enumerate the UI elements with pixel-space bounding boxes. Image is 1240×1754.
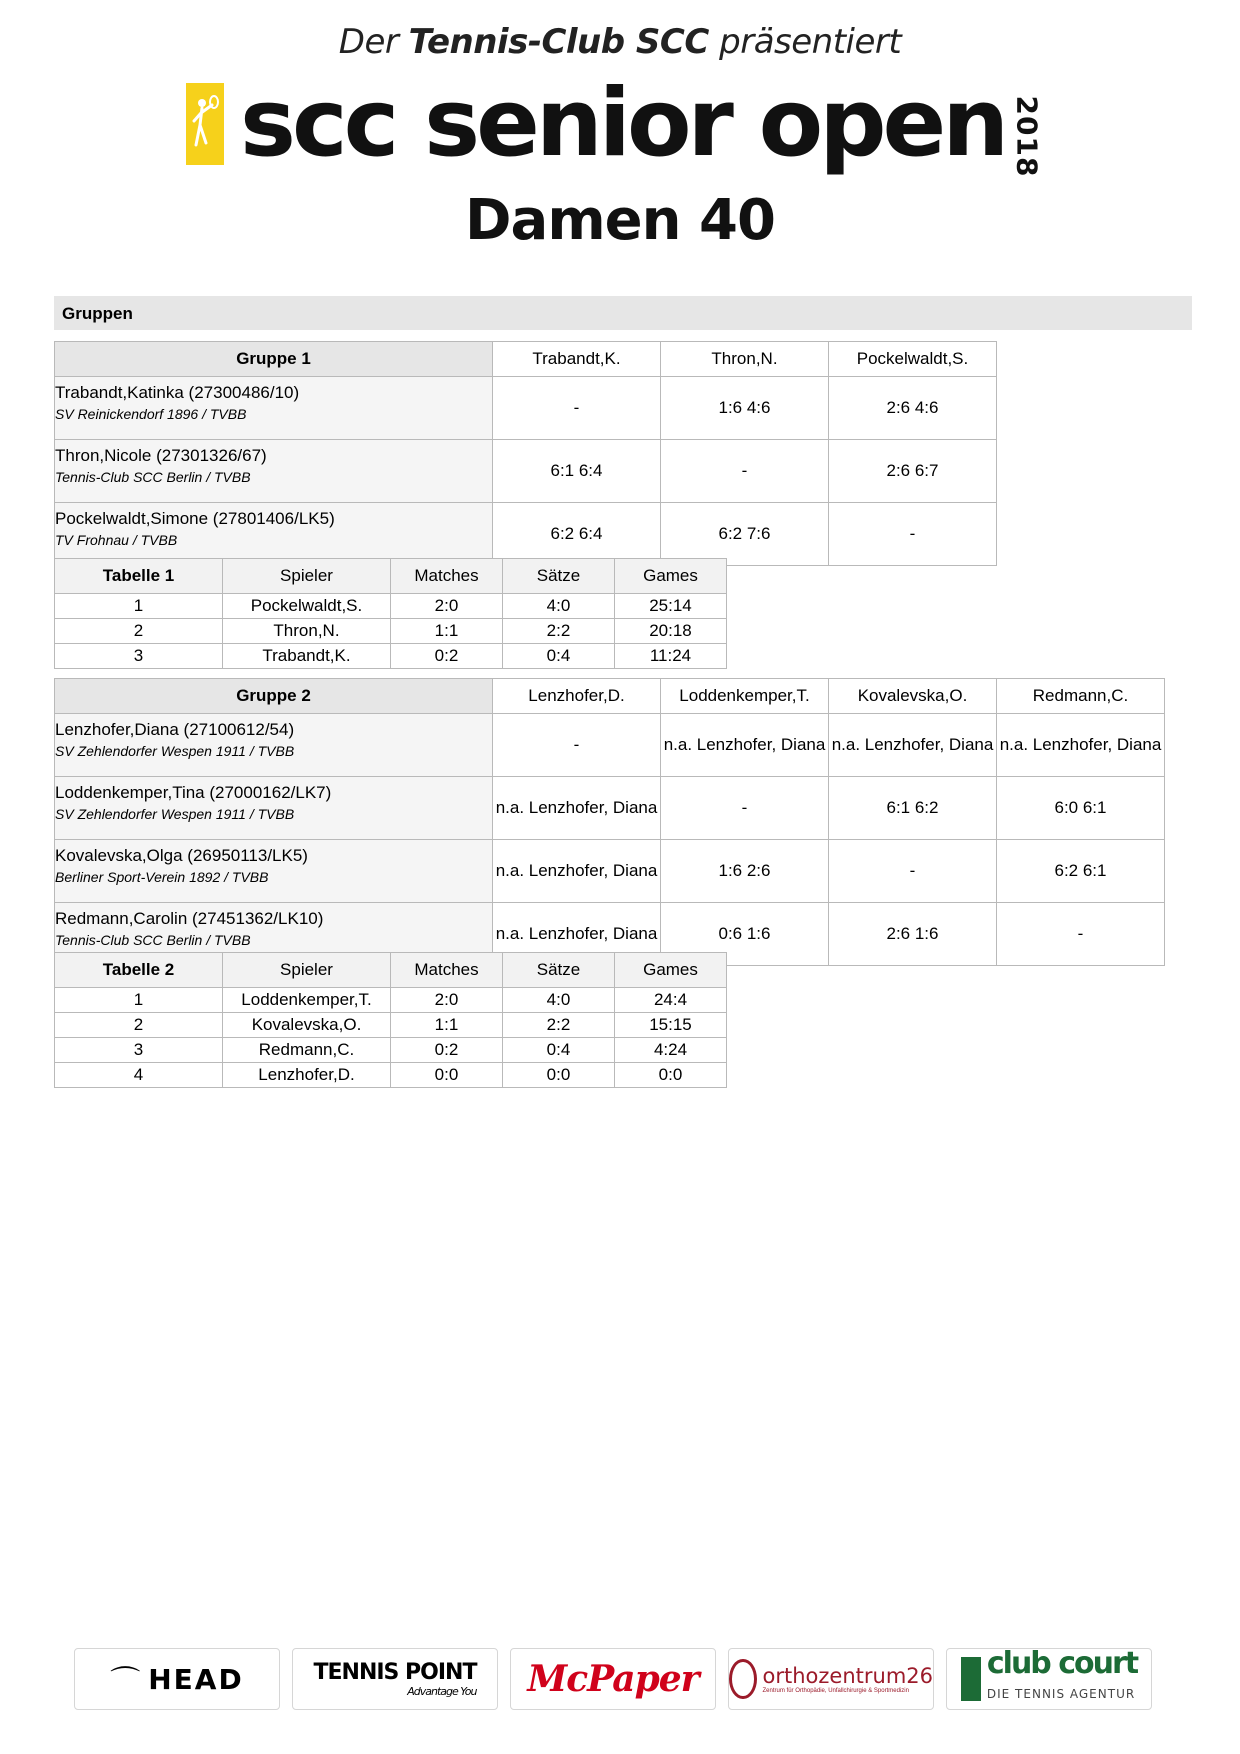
result-cell: 6:2 7:6 [661, 503, 829, 566]
player-cell [55, 840, 493, 903]
result-cell: 6:2 6:4 [493, 503, 661, 566]
result-cell: n.a. Lenzhofer, Diana [493, 777, 661, 840]
result-cell: 2:6 4:6 [829, 377, 997, 440]
table-row [55, 503, 997, 566]
group1-header-row [55, 342, 997, 377]
games-cell: 24:4 [615, 988, 727, 1013]
player-cell [55, 777, 493, 840]
result-cell: 1:6 4:6 [661, 377, 829, 440]
player-cell: Trabandt,K. [223, 644, 391, 669]
games-cell: 15:15 [615, 1013, 727, 1038]
sponsor-head-logo: ⌒ HEAD [74, 1648, 280, 1710]
sets-cell: 0:0 [503, 1063, 615, 1088]
group1-col-header: Trabandt,K. [493, 342, 661, 377]
player-name: Kovalevska,Olga (26950113/LK5) [55, 846, 308, 865]
player-cell: Kovalevska,O. [223, 1013, 391, 1038]
ortho-figure-icon [729, 1659, 757, 1699]
result-cell: - [493, 714, 661, 777]
player-club: SV Zehlendorfer Wespen 1911 / TVBB [55, 806, 295, 822]
result-cell: n.a. Lenzhofer, Diana [493, 840, 661, 903]
result-cell: n.a. Lenzhofer, Diana [493, 903, 661, 966]
standings-col-header: Games [615, 953, 727, 988]
player-name: Loddenkemper,Tina (27000162/LK7) [55, 783, 332, 802]
sponsor-orthozentrum-logo: orthozentrum26 Zentrum für Orthopädie, Unfallchirurgie & Sportmedizin [728, 1648, 934, 1710]
result-cell: n.a. Lenzhofer, Diana [997, 714, 1165, 777]
result-cell: 6:0 6:1 [997, 777, 1165, 840]
table-row [55, 440, 997, 503]
player-name: Pockelwaldt,Simone (27801406/LK5) [55, 509, 335, 528]
player-cell: Redmann,C. [223, 1038, 391, 1063]
standings-col-header: Spieler [223, 953, 391, 988]
standings-title: Tabelle 1 [55, 559, 223, 594]
group2-col-header: Loddenkemper,T. [661, 679, 829, 714]
standings-col-header: Sätze [503, 559, 615, 594]
result-cell: 6:2 6:1 [997, 840, 1165, 903]
result-cell: - [829, 840, 997, 903]
table-row [55, 619, 727, 644]
rank-cell: 4 [55, 1063, 223, 1088]
games-cell: 4:24 [615, 1038, 727, 1063]
table-row [55, 840, 1165, 903]
player-club: Berliner Sport-Verein 1892 / TVBB [55, 869, 269, 885]
result-cell: n.a. Lenzhofer, Diana [829, 714, 997, 777]
player-cell: Pockelwaldt,S. [223, 594, 391, 619]
sets-cell: 4:0 [503, 594, 615, 619]
standings-col-header: Spieler [223, 559, 391, 594]
rank-cell: 3 [55, 1038, 223, 1063]
table-row [55, 377, 997, 440]
sponsor-bar [74, 1648, 1152, 1710]
group2-header-row [55, 679, 1165, 714]
matches-cell: 1:1 [391, 1013, 503, 1038]
group2-col-header: Kovalevska,O. [829, 679, 997, 714]
group1-title: Gruppe 1 [55, 342, 493, 377]
group2-col-header: Redmann,C. [997, 679, 1165, 714]
player-cell [55, 503, 493, 566]
player-club: SV Zehlendorfer Wespen 1911 / TVBB [55, 743, 295, 759]
logo-year: 2018 [1010, 95, 1044, 178]
standings-table-1 [54, 558, 727, 669]
rank-cell: 2 [55, 619, 223, 644]
games-cell: 11:24 [615, 644, 727, 669]
games-cell: 0:0 [615, 1063, 727, 1088]
presents-line: Der Tennis-Club SCC präsentiert [338, 22, 902, 62]
result-cell: - [493, 377, 661, 440]
result-cell: 2:6 1:6 [829, 903, 997, 966]
sponsor-tennispoint-logo: TENNIS POINT Advantage You [292, 1648, 498, 1710]
result-cell: 6:1 6:2 [829, 777, 997, 840]
table-row [55, 644, 727, 669]
matches-cell: 0:2 [391, 644, 503, 669]
player-name: Trabandt,Katinka (27300486/10) [55, 383, 300, 402]
group1-col-header: Thron,N. [661, 342, 829, 377]
result-cell: 2:6 6:7 [829, 440, 997, 503]
section-title: Gruppen [62, 304, 133, 323]
games-cell: 20:18 [615, 619, 727, 644]
group2-col-header: Lenzhofer,D. [493, 679, 661, 714]
sets-cell: 2:2 [503, 1013, 615, 1038]
table-row [55, 714, 1165, 777]
standings-col-header: Matches [391, 559, 503, 594]
group2-title: Gruppe 2 [55, 679, 493, 714]
result-cell: 6:1 6:4 [493, 440, 661, 503]
rank-cell: 1 [55, 594, 223, 619]
standings-col-header: Matches [391, 953, 503, 988]
rank-cell: 1 [55, 988, 223, 1013]
player-cell: Lenzhofer,D. [223, 1063, 391, 1088]
matches-cell: 2:0 [391, 988, 503, 1013]
standings-col-header: Games [615, 559, 727, 594]
tournament-logo [186, 69, 1006, 178]
player-cell [55, 377, 493, 440]
standings-header-row [55, 559, 727, 594]
group1-col-header: Pockelwaldt,S. [829, 342, 997, 377]
standings-title: Tabelle 2 [55, 953, 223, 988]
player-name: Thron,Nicole (27301326/67) [55, 446, 267, 465]
player-club: SV Reinickendorf 1896 / TVBB [55, 406, 247, 422]
rank-cell: 3 [55, 644, 223, 669]
tennis-player-icon [186, 83, 224, 165]
clubcourt-player-icon [961, 1657, 981, 1701]
table-row [55, 988, 727, 1013]
player-cell: Thron,N. [223, 619, 391, 644]
matches-cell: 2:0 [391, 594, 503, 619]
matches-cell: 0:2 [391, 1038, 503, 1063]
result-cell: - [829, 503, 997, 566]
section-header [54, 296, 1192, 330]
standings-header-row [55, 953, 727, 988]
table-row [55, 1063, 727, 1088]
player-cell [55, 714, 493, 777]
sponsor-clubcourt-logo: club court DIE TENNIS AGENTUR [946, 1648, 1152, 1710]
table-row [55, 1038, 727, 1063]
group1-matrix [54, 341, 997, 566]
result-cell: - [997, 903, 1165, 966]
group2-matrix [54, 678, 1165, 966]
player-club: Tennis-Club SCC Berlin / TVBB [55, 932, 251, 948]
player-club: Tennis-Club SCC Berlin / TVBB [55, 469, 251, 485]
player-name: Redmann,Carolin (27451362/LK10) [55, 909, 324, 928]
player-cell: Loddenkemper,T. [223, 988, 391, 1013]
logo-wordmark: scc senior open [240, 69, 1006, 178]
page-title: Damen 40 [465, 188, 775, 253]
sets-cell: 0:4 [503, 644, 615, 669]
result-cell: - [661, 777, 829, 840]
result-cell: 0:6 1:6 [661, 903, 829, 966]
player-cell [55, 440, 493, 503]
result-cell: n.a. Lenzhofer, Diana [661, 714, 829, 777]
table-row [55, 1013, 727, 1038]
sets-cell: 4:0 [503, 988, 615, 1013]
sets-cell: 0:4 [503, 1038, 615, 1063]
table-row [55, 594, 727, 619]
games-cell: 25:14 [615, 594, 727, 619]
matches-cell: 0:0 [391, 1063, 503, 1088]
sets-cell: 2:2 [503, 619, 615, 644]
standings-col-header: Sätze [503, 953, 615, 988]
player-name: Lenzhofer,Diana (27100612/54) [55, 720, 295, 739]
matches-cell: 1:1 [391, 619, 503, 644]
player-club: TV Frohnau / TVBB [55, 532, 178, 548]
rank-cell: 2 [55, 1013, 223, 1038]
standings-table-2 [54, 952, 727, 1088]
result-cell: - [661, 440, 829, 503]
sponsor-mcpaper-logo: McPaper [510, 1648, 716, 1710]
head-swoosh-icon: ⌒ [110, 1666, 141, 1699]
result-cell: 1:6 2:6 [661, 840, 829, 903]
table-row [55, 777, 1165, 840]
